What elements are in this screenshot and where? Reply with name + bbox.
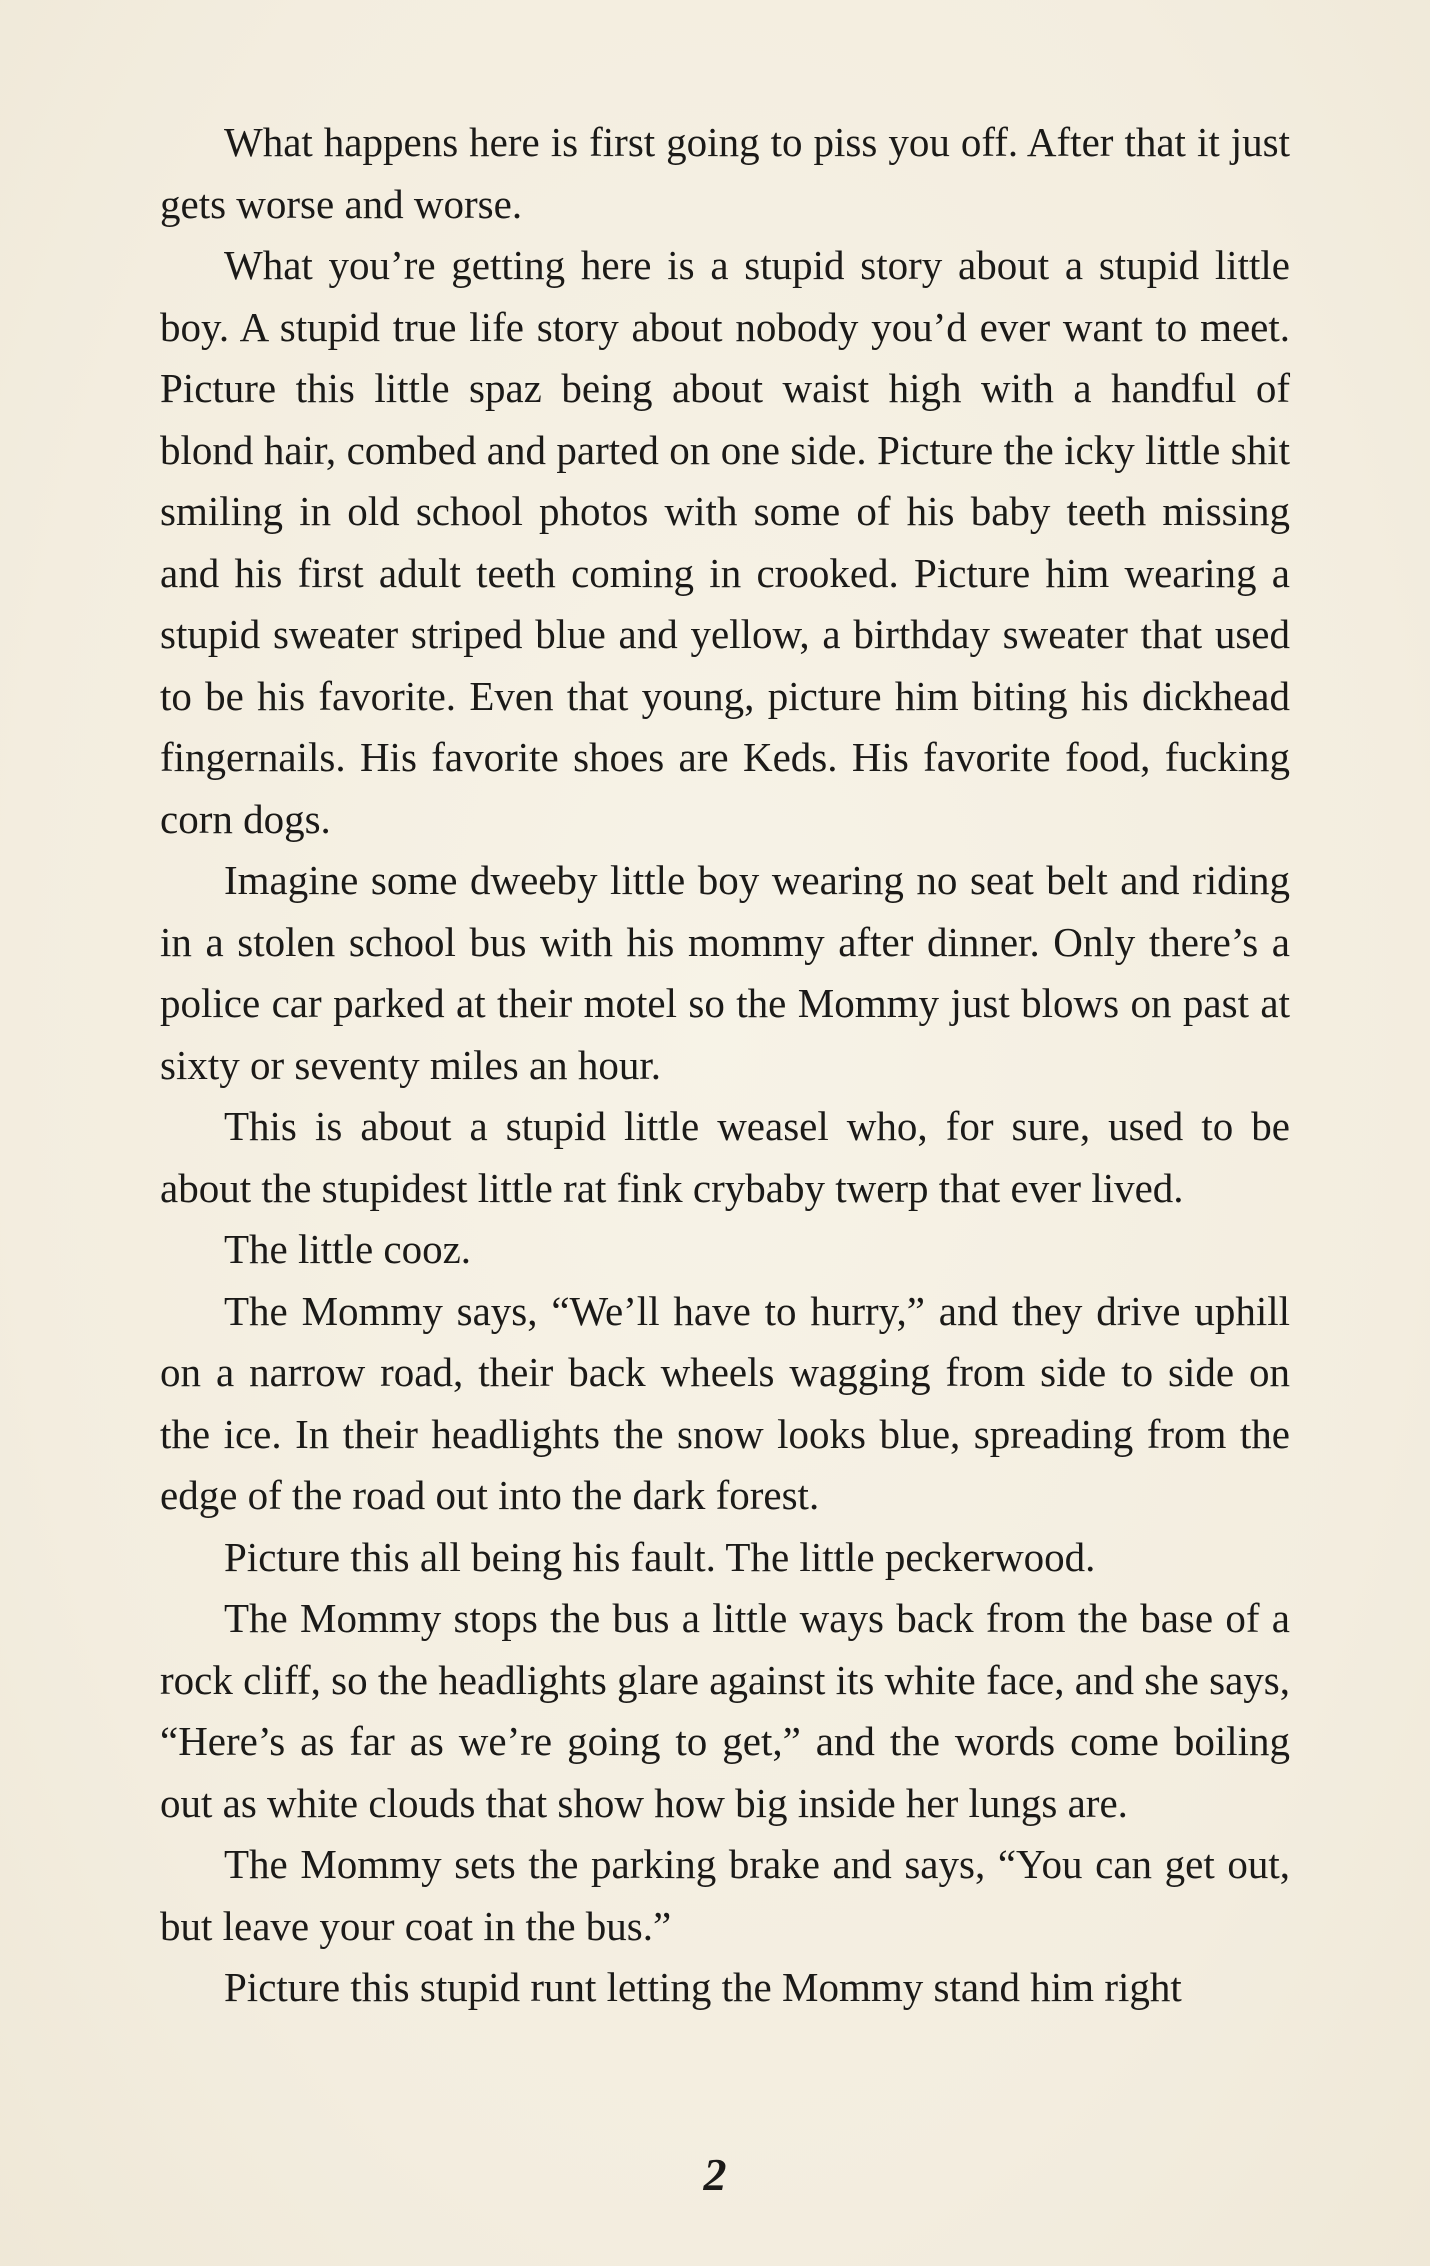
paragraph-10: Picture this stupid runt letting the Mommy stand him right: [224, 1964, 1182, 2010]
paragraph-6: The Mommy says, “We’ll have to hurry,” and they drive uphill on a narrow road, their back wheels wagging from side to side on the ice. In their headlights the snow looks blue, spreading from the edge of the road out into the dark forest.: [160, 1287, 1290, 1518]
page-number: 2: [703, 2149, 727, 2200]
paragraph-1: What happens here is first going to piss you off. After that it just gets worse and worse.: [160, 119, 1290, 227]
paragraph-3: Imagine some dweeby little boy wearing no seat belt and riding in a stolen school bus with his mommy after dinner. Only there’s a police car parked at their motel so the Mommy just blows on past at sixty or seventy miles an hour.: [160, 857, 1290, 1088]
paragraph-2: What you’re getting here is a stupid story about a stupid little boy. A stupid true life story about nobody you’d ever want to meet. Picture this little spaz being about waist high with a handful of blond hair, combed and parted on one side. Picture the icky little shit smiling in old school photos with some of his baby teeth missing and his first adult teeth coming in crooked. Picture him wearing a stupid sweater striped blue and yellow, a birthday sweater that used to be his favorite. Even that young, picture him biting his dickhead fingernails. His favorite shoes are Keds. His favorite food, fucking corn dogs.: [160, 242, 1290, 842]
paragraph-8: The Mommy stops the bus a little ways back from the base of a rock cliff, so the headlights glare against its white face, and she says, “Here’s as far as we’re going to get,” and the words come boiling out as white clouds that show how big inside her lungs are.: [160, 1595, 1290, 1826]
paragraph-9: The Mommy sets the parking brake and says, “You can get out, but leave your coat in the bus.”: [160, 1841, 1290, 1949]
body-text: [160, 112, 1290, 2019]
paragraph-7: Picture this all being his fault. The little peckerwood.: [224, 1533, 1096, 1580]
paragraph-5: The little cooz.: [224, 1226, 472, 1272]
paragraph-4: This is about a stupid little weasel who, for sure, used to be about the stupidest little rat fink crybaby twerp that ever lived.: [160, 1103, 1290, 1211]
